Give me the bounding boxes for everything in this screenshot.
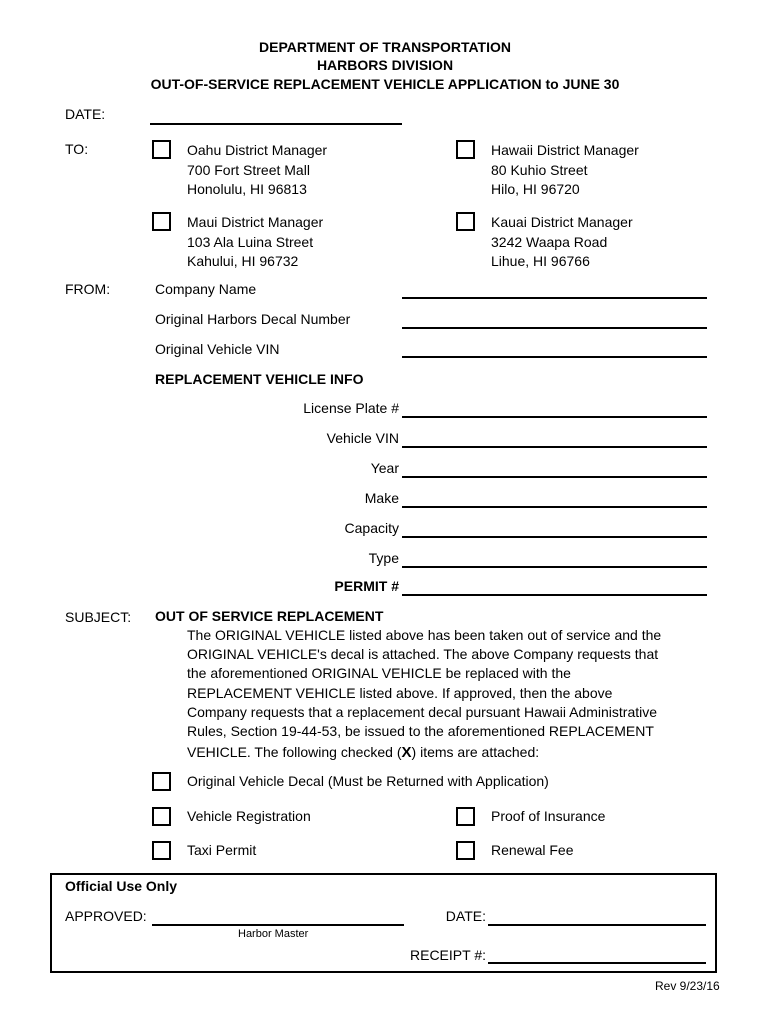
license-plate-label: License Plate # xyxy=(303,400,399,416)
company-name-label: Company Name xyxy=(155,281,257,297)
year-label: Year xyxy=(370,460,399,476)
recipient-city: Honolulu, HI 96813 xyxy=(187,181,307,197)
recipient-city: Lihue, HI 96766 xyxy=(491,253,590,269)
subject-last-after: ) items are attached: xyxy=(411,744,540,761)
recipient-kauai xyxy=(491,213,633,272)
revision-note: Rev 9/23/16 xyxy=(655,979,720,993)
type-label: Type xyxy=(368,550,399,566)
subject-line-last xyxy=(187,743,661,762)
recipient-street: 80 Kuhio Street xyxy=(491,161,588,178)
registration-item: Vehicle Registration xyxy=(187,808,311,824)
subject-last-before: VEHICLE. The following checked ( xyxy=(187,744,402,761)
license-plate-field[interactable] xyxy=(402,416,707,418)
subject-line: The ORIGINAL VEHICLE listed above has been taken out of service and the xyxy=(187,627,662,643)
subject-line: the aforementioned ORIGINAL VEHICLE be replaced with the xyxy=(187,665,571,682)
checkbox-original-decal[interactable] xyxy=(152,772,171,791)
vehicle-vin-field[interactable] xyxy=(402,446,707,448)
x-mark: X xyxy=(401,744,412,762)
division-title: HARBORS DIVISION xyxy=(316,57,454,73)
checkbox-taxi-permit[interactable] xyxy=(152,841,171,860)
receipt-label: RECEIPT #: xyxy=(410,947,486,963)
renewal-fee-item: Renewal Fee xyxy=(491,842,574,858)
insurance-item: Proof of Insurance xyxy=(491,808,606,824)
date-field[interactable] xyxy=(150,123,402,125)
recipient-name: Hawaii District Manager xyxy=(491,142,639,158)
subject-heading: OUT OF SERVICE REPLACEMENT xyxy=(155,608,384,624)
recipient-hawaii xyxy=(491,141,639,200)
permit-field[interactable] xyxy=(402,594,707,596)
recipient-name: Kauai District Manager xyxy=(491,214,633,230)
subject-label: SUBJECT: xyxy=(65,609,132,625)
recipient-name: Oahu District Manager xyxy=(187,142,328,158)
form-title: OUT-OF-SERVICE REPLACEMENT VEHICLE APPLICATION to JUNE 30 xyxy=(150,76,620,92)
date-label: DATE: xyxy=(65,106,106,122)
recipient-street: 700 Fort Street Mall xyxy=(187,161,310,178)
checkbox-registration[interactable] xyxy=(152,807,171,826)
receipt-field[interactable] xyxy=(488,962,706,964)
year-field[interactable] xyxy=(402,476,707,478)
official-date-label: DATE: xyxy=(445,908,486,924)
replacement-heading: REPLACEMENT VEHICLE INFO xyxy=(155,371,364,387)
original-vin-field[interactable] xyxy=(402,356,707,358)
original-decal-item: Original Vehicle Decal (Must be Returned with Application) xyxy=(187,773,549,789)
original-decal-label: Original Harbors Decal Number xyxy=(155,311,351,327)
type-field[interactable] xyxy=(402,566,707,568)
original-vin-label: Original Vehicle VIN xyxy=(155,341,280,357)
official-date-field[interactable] xyxy=(488,924,706,926)
subject-line: REPLACEMENT VEHICLE listed above. If approved, then the above xyxy=(187,684,613,701)
to-label: TO: xyxy=(65,141,89,157)
capacity-field[interactable] xyxy=(402,536,707,538)
checkbox-renewal-fee[interactable] xyxy=(456,841,475,860)
checkbox-maui[interactable] xyxy=(152,212,171,231)
subject-body xyxy=(187,626,661,762)
taxi-permit-item: Taxi Permit xyxy=(187,842,257,858)
recipient-oahu xyxy=(187,141,327,200)
subject-line: Rules, Section 19-44-53, be issued to the aforementioned REPLACEMENT xyxy=(187,723,654,740)
checkbox-oahu[interactable] xyxy=(152,140,171,159)
checkbox-hawaii[interactable] xyxy=(456,140,475,159)
from-label: FROM: xyxy=(65,281,111,297)
recipient-street: 103 Ala Luina Street xyxy=(187,233,314,250)
original-decal-field[interactable] xyxy=(402,327,707,329)
subject-line: ORIGINAL VEHICLE's decal is attached. The above Company requests that xyxy=(187,646,659,663)
approved-field[interactable] xyxy=(152,924,404,926)
harbor-master-caption: Harbor Master xyxy=(238,928,309,940)
permit-label: PERMIT # xyxy=(334,578,399,594)
make-field[interactable] xyxy=(402,506,707,508)
checkbox-kauai[interactable] xyxy=(456,212,475,231)
recipient-maui xyxy=(187,213,323,272)
make-label: Make xyxy=(364,490,399,506)
company-name-field[interactable] xyxy=(402,297,707,299)
capacity-label: Capacity xyxy=(344,520,399,536)
checkbox-insurance[interactable] xyxy=(456,807,475,826)
vehicle-vin-label: Vehicle VIN xyxy=(326,430,399,446)
recipient-name: Maui District Manager xyxy=(187,214,324,230)
subject-line: Company requests that a replacement decal pursuant Hawaii Administrative xyxy=(187,703,658,720)
recipient-street: 3242 Waapa Road xyxy=(491,233,608,250)
recipient-city: Hilo, HI 96720 xyxy=(491,181,580,197)
official-use-title: Official Use Only xyxy=(65,878,178,894)
department-title: DEPARTMENT OF TRANSPORTATION xyxy=(259,39,511,55)
recipient-city: Kahului, HI 96732 xyxy=(187,253,299,269)
approved-label: APPROVED: xyxy=(65,908,147,924)
